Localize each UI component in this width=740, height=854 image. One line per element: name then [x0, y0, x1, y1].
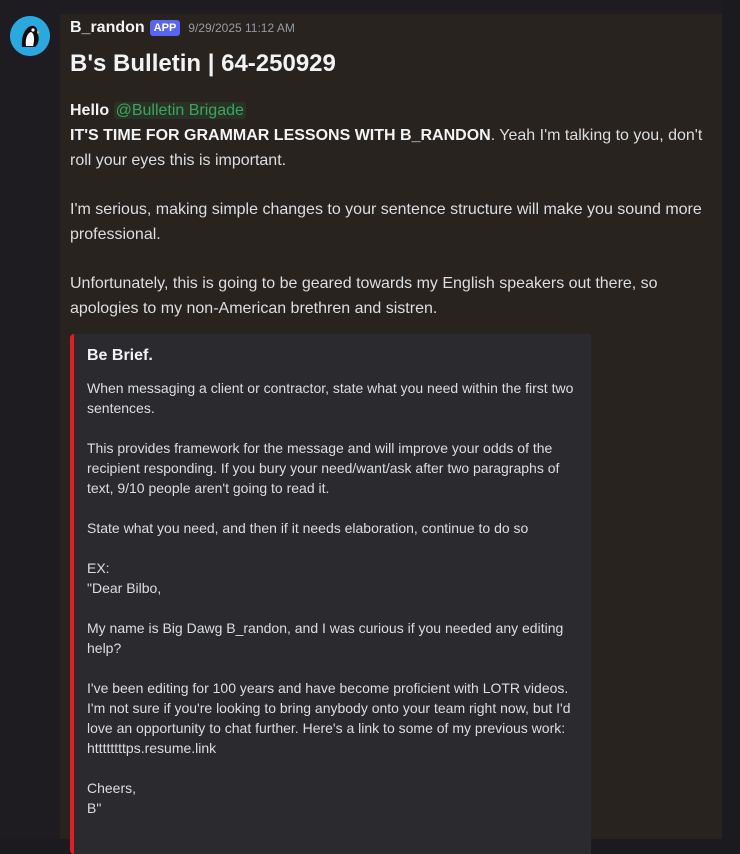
penguin-avatar-icon[interactable]	[10, 16, 50, 56]
embed-line: B"	[87, 800, 102, 816]
bulletin-title: B's Bulletin | 64-250929	[70, 50, 336, 77]
embed-body	[87, 378, 577, 818]
scroll-gutter	[722, 0, 740, 839]
embed-line: When messaging a client or contractor, state what you need within the first two sentences.	[87, 380, 574, 416]
embed-line: My name is Big Dawg B_randon, and I was curious if you needed any editing help?	[87, 620, 564, 656]
role-mention[interactable]: @Bulletin Brigade	[115, 102, 244, 119]
message-content	[70, 48, 710, 321]
message-timestamp[interactable]: 9/29/2025 11:12 AM	[188, 21, 295, 35]
embed-line: State what you need, and then if it needs elaboration, continue to do so	[87, 520, 529, 536]
embed-line: EX:	[87, 560, 110, 576]
embed-line: This provides framework for the message and will improve your odds of the recipient responding. If you bury your need/want/ask after two paragraphs of text, 9/10 people aren't going to read it.	[87, 440, 560, 496]
paragraph-2: I'm serious, making simple changes to your sentence structure will make you sound more professional.	[70, 201, 702, 243]
embed-title: Be Brief.	[87, 347, 153, 364]
message-header	[70, 18, 295, 38]
paragraph-3: Unfortunately, this is going to be geared towards my English speakers out there, so apologies to my non-American brethren and sistren.	[70, 275, 658, 317]
embed-line: I've been editing for 100 years and have become proficient with LOTR videos. I'm not sure if you're looking to bring anybody onto your team right now, but I'd love an opportunity to chat further. Here's a link to some of my previous work: httttttttps.resume.link	[87, 680, 571, 756]
message-embed	[70, 334, 591, 854]
intro-rest-text: . Yeah I'm talking to you, don't roll your eyes this is important.	[70, 127, 703, 169]
app-badge: APP	[150, 20, 181, 36]
intro-paragraph	[70, 123, 710, 173]
embed-line: Cheers,	[87, 780, 137, 796]
greeting-line	[70, 98, 710, 123]
embed-line: "Dear Bilbo,	[87, 580, 162, 596]
greeting-text: Hello	[70, 102, 110, 119]
author-name[interactable]: B_randon	[70, 19, 145, 36]
intro-bold-text: IT'S TIME FOR GRAMMAR LESSONS WITH B_RANDON	[70, 127, 491, 144]
